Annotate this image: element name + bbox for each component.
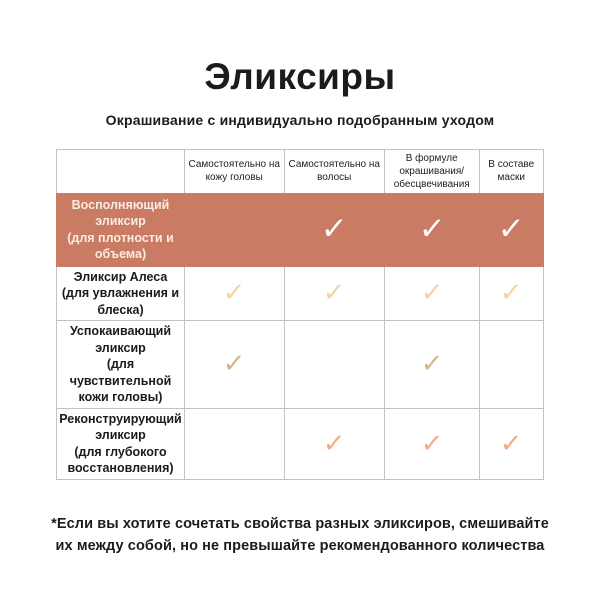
row-label-name: Эликсир Алеса <box>73 269 168 284</box>
check-cell <box>384 266 479 321</box>
check-icon: ✓ <box>322 278 347 309</box>
footnote-line-1: *Если вы хотите сочетать свойства разных эликсиров, смешивайте <box>51 515 549 532</box>
check-icon: ✓ <box>222 278 247 309</box>
check-cell <box>479 194 543 266</box>
footnote <box>0 513 600 558</box>
corner-cell <box>57 149 184 194</box>
check-cell <box>284 321 384 409</box>
page-title: Эликсиры <box>204 56 396 97</box>
check-icon: ✓ <box>499 428 524 459</box>
row-label-soothing <box>57 321 184 409</box>
row-label-note: (для глубокого восстановления) <box>67 444 174 476</box>
check-icon: ✓ <box>499 278 524 309</box>
check-cell <box>184 266 284 321</box>
column-header-color-formula: В формуле окрашивания/ обесцвечивания <box>384 149 479 194</box>
check-cell <box>284 194 384 266</box>
row-label-name: Успокаивающий эликсир <box>69 324 172 355</box>
check-icon: ✓ <box>419 428 444 459</box>
table-row-soothing <box>57 321 543 409</box>
table-row-alesa <box>57 266 543 321</box>
check-cell <box>479 266 543 321</box>
table-header-row <box>57 149 543 194</box>
check-cell <box>479 408 543 479</box>
check-cell <box>479 321 543 409</box>
table-row-replenishing <box>57 194 543 266</box>
elixirs-usage-table <box>56 149 544 480</box>
check-icon: ✓ <box>496 211 526 248</box>
row-label-name: Реконструирующий эликсир <box>59 411 182 443</box>
check-icon: ✓ <box>419 278 444 309</box>
check-icon: ✓ <box>322 428 347 459</box>
check-cell <box>384 408 479 479</box>
check-cell <box>284 408 384 479</box>
check-cell <box>184 321 284 409</box>
row-label-alesa <box>57 266 184 321</box>
check-icon: ✓ <box>417 211 446 248</box>
row-label-note: (для увлажнения и блеска) <box>61 286 180 317</box>
row-label-name: Восполняющий эликсир <box>71 197 170 229</box>
check-icon: ✓ <box>419 349 444 380</box>
check-cell <box>184 194 284 266</box>
column-header-scalp: Самостоятельно на кожу головы <box>184 149 284 194</box>
check-cell <box>284 266 384 321</box>
page-subtitle: Окрашивание с индивидуально подобранным уходом <box>105 111 495 128</box>
row-label-replenishing <box>57 194 184 266</box>
check-cell <box>384 194 479 266</box>
check-cell <box>184 408 284 479</box>
check-icon: ✓ <box>222 349 247 380</box>
column-header-hair: Самостоятельно на волосы <box>284 149 384 194</box>
check-icon: ✓ <box>319 211 349 248</box>
column-header-mask: В составе маски <box>479 149 543 194</box>
row-label-note: (для плотности и объема) <box>67 230 174 262</box>
table-row-reconstructing <box>57 408 543 479</box>
row-label-note: (для чувствительной кожи головы) <box>69 357 172 405</box>
footnote-line-2: их между собой, но не превышайте рекомендованного количества <box>55 538 545 555</box>
check-cell <box>384 321 479 409</box>
row-label-reconstructing <box>57 408 184 479</box>
